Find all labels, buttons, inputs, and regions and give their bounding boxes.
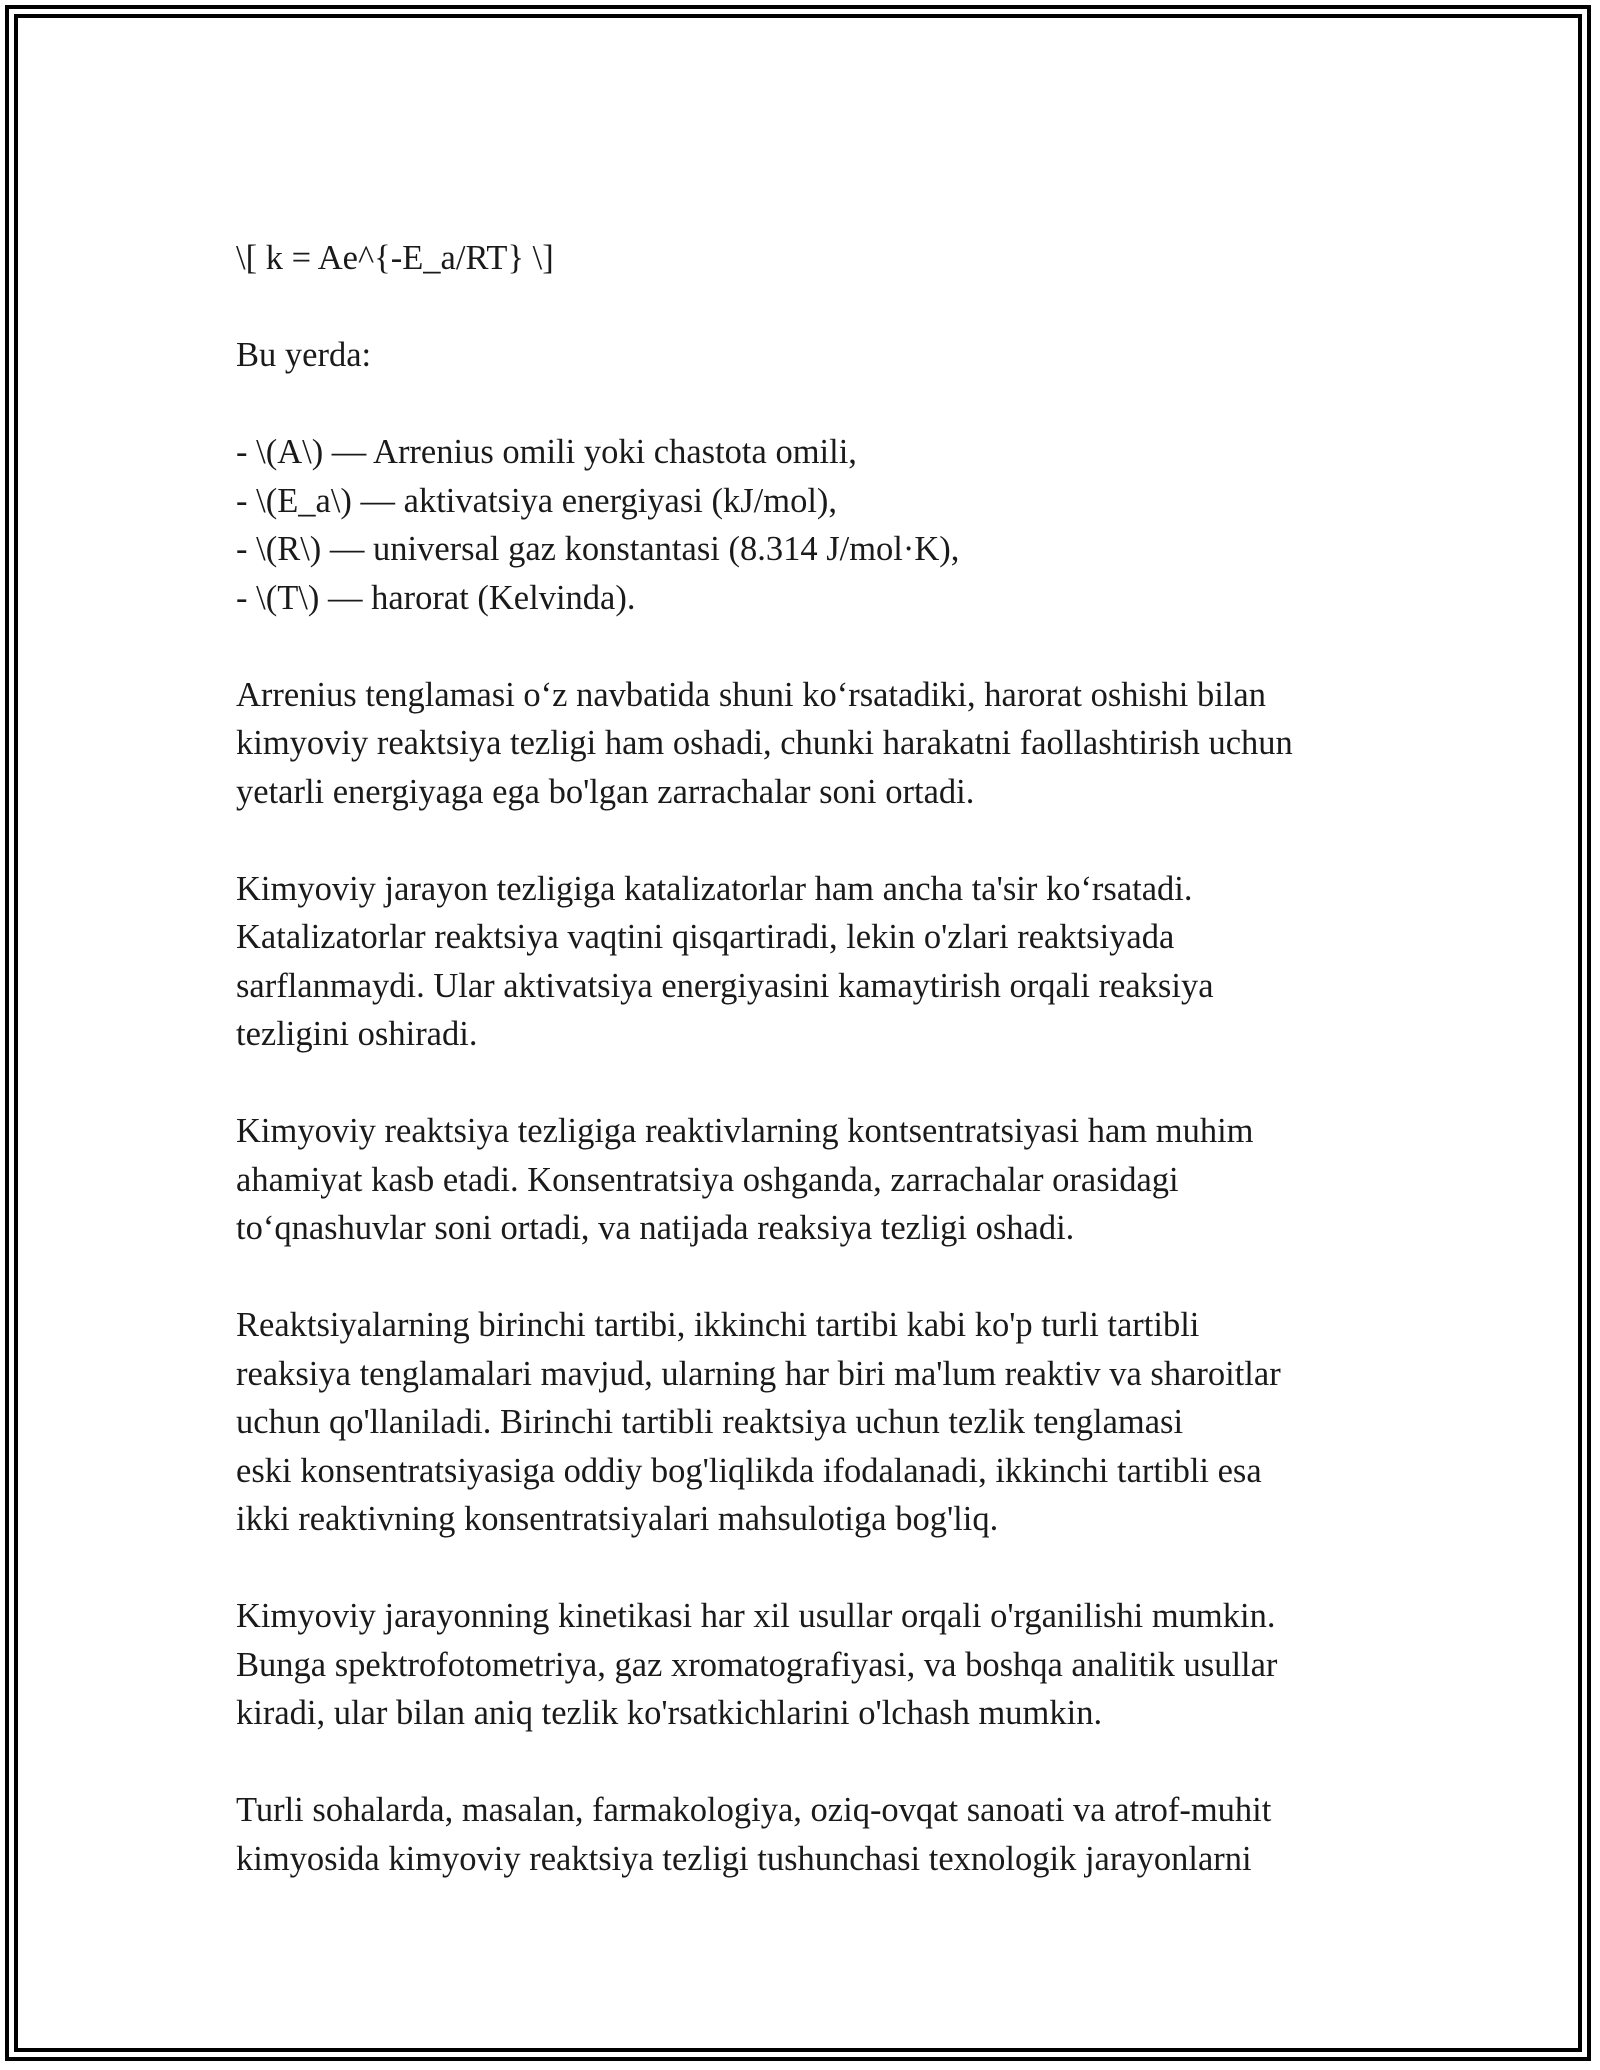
spacer xyxy=(236,816,1416,865)
paragraph-line: Bunga spektrofotometriya, gaz xromatografiyasi, va boshqa analitik usullar xyxy=(236,1645,1278,1684)
paragraph-line: kimyoviy reaktsiya tezligi ham oshadi, chunki harakatni faollashtirish uchun xyxy=(236,724,1293,762)
paragraph-line: yetarli energiyaga ega bo'lgan zarrachalar soni ortadi. xyxy=(236,772,975,811)
paragraph-line: ahamiyat kasb etadi. Konsentratsiya oshganda, zarrachalar orasidagi xyxy=(236,1160,1179,1199)
paragraph xyxy=(236,1301,1416,1544)
definition-list xyxy=(236,428,1416,622)
paragraph-line: Kimyoviy jarayonning kinetikasi har xil usullar orqali o'rganilishi mumkin. xyxy=(236,1597,1276,1635)
spacer xyxy=(236,380,1416,429)
spacer xyxy=(236,1253,1416,1302)
definitions-intro: Bu yerda: xyxy=(236,336,372,374)
paragraph-line: Kimyoviy jarayon tezligiga katalizatorlar ham ancha ta'sir ko‘rsatadi. xyxy=(236,869,1193,908)
spacer xyxy=(236,1544,1416,1593)
paragraph-line: Arrenius tenglamasi o‘z navbatida shuni ko‘rsatadiki, harorat oshishi bilan xyxy=(236,675,1266,714)
paragraph xyxy=(236,1786,1416,1883)
paragraph-line: ikki reaktivning konsentratsiyalari mahsulotiga bog'liq. xyxy=(236,1500,999,1538)
definition-item: - \(A\) — Arrenius omili yoki chastota omili, xyxy=(236,433,857,471)
paragraph-line: sarflanmaydi. Ular aktivatsiya energiyasini kamaytirish orqali reaksiya xyxy=(236,966,1214,1005)
paragraph-line: Turli sohalarda, masalan, farmakologiya, oziq-ovqat sanoati va atrof-muhit xyxy=(236,1791,1272,1829)
paragraph-line: kimyosida kimyoviy reaktsiya tezligi tushunchasi texnologik jarayonlarni xyxy=(236,1839,1252,1878)
paragraph xyxy=(236,865,1416,1059)
paragraph xyxy=(236,1107,1416,1253)
document-body xyxy=(236,234,1416,1883)
paragraph-line: tezligini oshiradi. xyxy=(236,1015,478,1053)
definition-item: - \(T\) — harorat (Kelvinda). xyxy=(236,578,636,617)
formula-line: \[ k = Ae^{-E_a/RT} \] xyxy=(236,239,554,277)
spacer xyxy=(236,1059,1416,1108)
definition-item: - \(E_a\) — aktivatsiya energiyasi (kJ/mol), xyxy=(236,481,838,520)
paragraph-line: kiradi, ular bilan aniq tezlik ko'rsatkichlarini o'lchash mumkin. xyxy=(236,1694,1103,1732)
spacer xyxy=(236,1738,1416,1787)
paragraph-line: Reaktsiyalarning birinchi tartibi, ikkinchi tartibi kabi ko'p turli tartibli xyxy=(236,1306,1200,1344)
spacer xyxy=(236,283,1416,332)
paragraph-line: uchun qo'llaniladi. Birinchi tartibli reaktsiya uchun tezlik tenglamasi xyxy=(236,1403,1184,1441)
definition-item: - \(R\) — universal gaz konstantasi (8.314 J/mol·K), xyxy=(236,530,960,568)
paragraph-line: eski konsentratsiyasiga oddiy bog'liqlikda ifodalanadi, ikkinchi tartibli esa xyxy=(236,1451,1262,1490)
paragraph-line: reaksiya tenglamalari mavjud, ularning har biri ma'lum reaktiv va sharoitlar xyxy=(236,1354,1281,1393)
paragraph-line: Kimyoviy reaktsiya tezligiga reaktivlarning kontsentratsiyasi ham muhim xyxy=(236,1112,1254,1150)
paragraph-line: Katalizatorlar reaktsiya vaqtini qisqartiradi, lekin o'zlari reaktsiyada xyxy=(236,918,1175,956)
paragraph xyxy=(236,671,1416,817)
paragraph-line: to‘qnashuvlar soni ortadi, va natijada reaksiya tezligi oshadi. xyxy=(236,1209,1075,1247)
paragraph xyxy=(236,1592,1416,1738)
spacer xyxy=(236,622,1416,671)
